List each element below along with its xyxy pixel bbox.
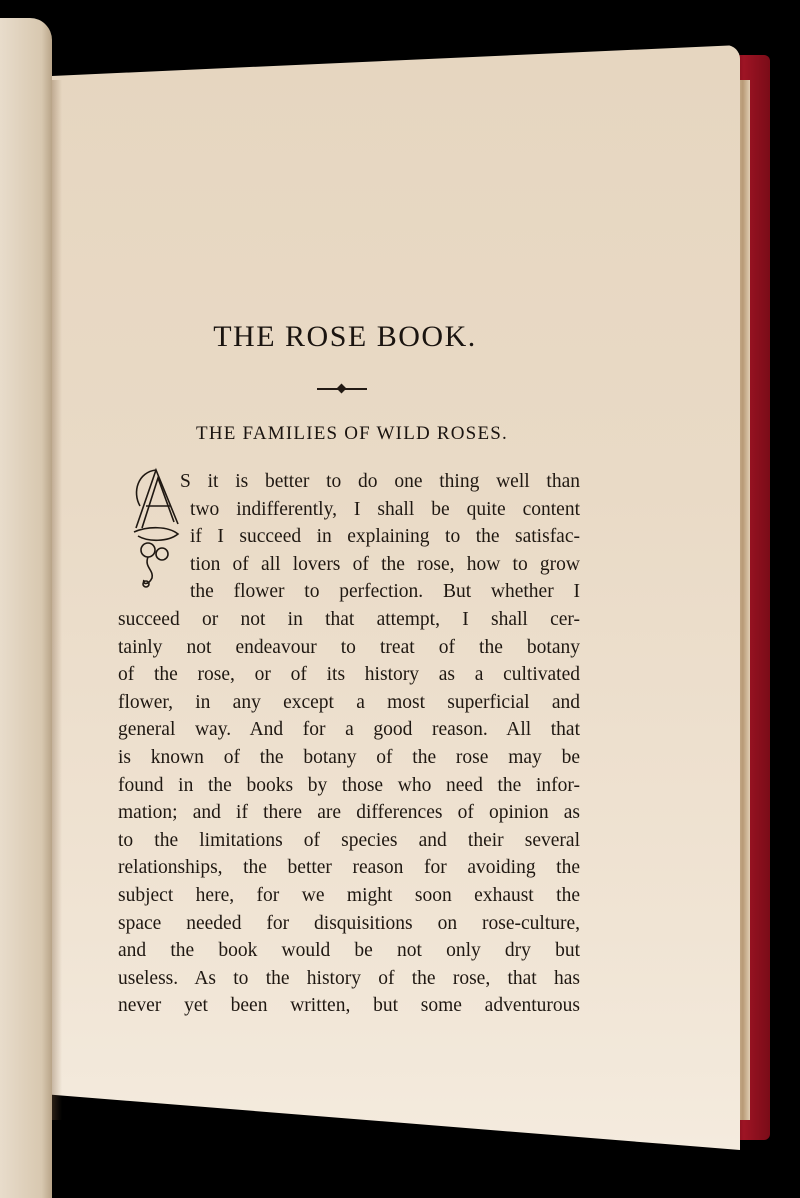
text-line: of the rose, or of its history as a cultivated [118, 664, 580, 686]
text-line: flower, in any except a most superficial and [118, 691, 580, 713]
page-gutter-shadow [52, 80, 62, 1120]
text-line: subject here, for we might soon exhaust the [118, 884, 580, 906]
text-line: never yet been written, but some adventurous [118, 995, 580, 1017]
text-line: S it is better to do one thing well than [180, 471, 580, 492]
text-line: two indifferently, I shall be quite content [190, 498, 580, 520]
text-line: the flower to perfection. But whether I [190, 581, 580, 603]
text-line: succeed or not in that attempt, I shall cer- [118, 608, 580, 630]
text-line: if I succeed in explaining to the satisfac- [190, 526, 580, 548]
chapter-heading: THE FAMILIES OF WILD ROSES. [196, 423, 508, 444]
left-page [0, 18, 52, 1198]
body-text [118, 468, 580, 1020]
text-line: useless. As to the history of the rose, that has [118, 967, 580, 989]
text-line: mation; and if there are differences of opinion as [118, 802, 580, 824]
text-line: tion of all lovers of the rose, how to grow [190, 553, 580, 575]
text-line: found in the books by those who need the infor- [118, 774, 580, 796]
text-line: tainly not endeavour to treat of the botany [118, 636, 580, 658]
text-line: and the book would be not only dry but [118, 940, 580, 962]
text-line: to the limitations of species and their several [118, 829, 580, 851]
text-line: relationships, the better reason for avoiding the [118, 857, 580, 879]
text-line: space needed for disquisitions on rose-culture, [118, 912, 580, 934]
text-line: general way. And for a good reason. All that [118, 719, 580, 741]
page-title: THE ROSE BOOK. [213, 320, 477, 353]
text-line: is known of the botany of the rose may be [118, 746, 580, 768]
